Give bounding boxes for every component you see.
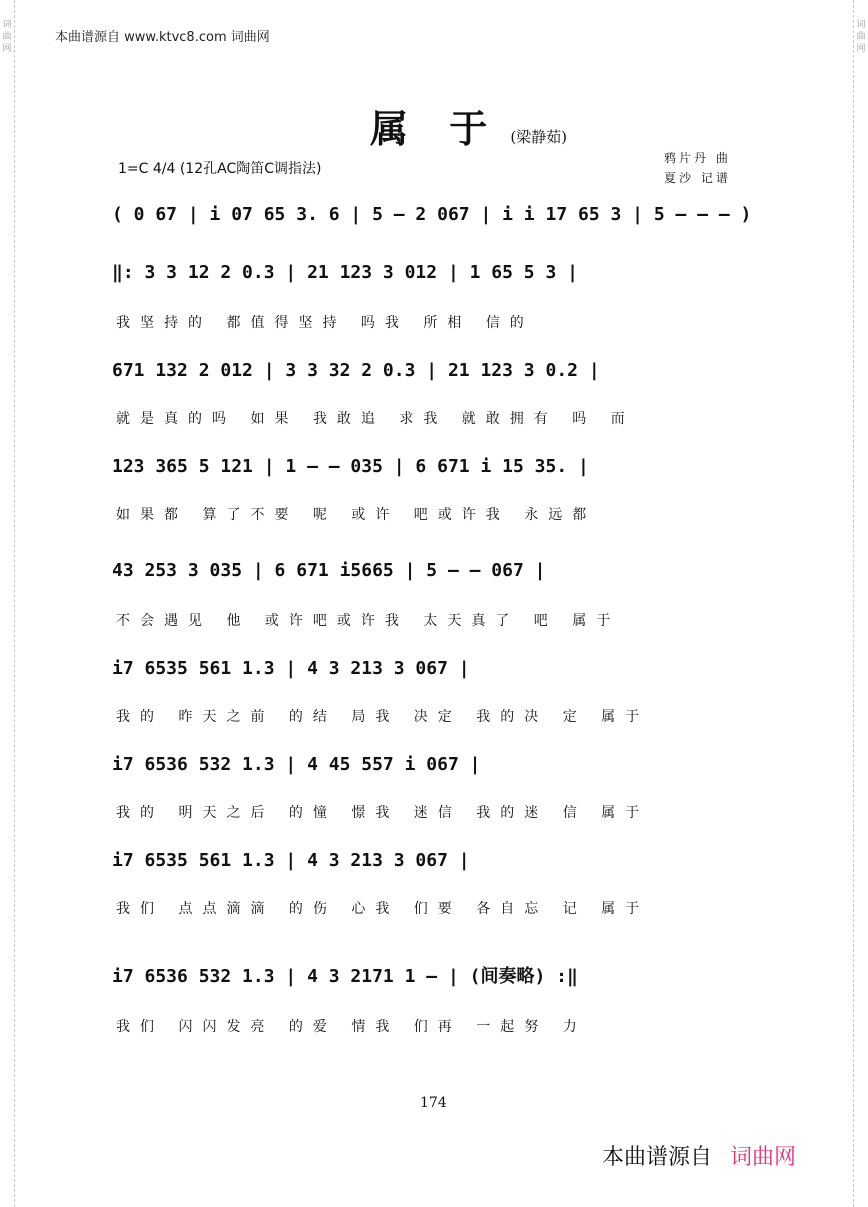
footer-brand: 词曲网 bbox=[730, 1145, 797, 1170]
lyric-line: 我们 闪闪发亮 的爱 情我 们再 一起努 力 bbox=[116, 1019, 587, 1035]
notation-row: i7 6536 532 1.3 | 4 3 2171 1 – | (间奏略) :‖ bbox=[112, 966, 578, 987]
key-signature: 1=C 4/4 (12孔AC陶笛C调指法) bbox=[118, 161, 322, 177]
lyric-line: 不会遇见 他 或许吧或许我 太天真了 吧 属于 bbox=[116, 613, 621, 629]
right-watermark bbox=[854, 20, 868, 56]
notation-row: ‖: 3 3 12 2 0.3 | 21 123 3 012 | 1 65 5 3 | bbox=[112, 262, 578, 283]
song-title: 属 于 bbox=[370, 106, 502, 151]
lyric-line: 就是真的吗 如果 我敢追 求我 就敢拥有 吗 而 bbox=[116, 411, 635, 427]
notation-row: 43 253 3 035 | 6 671 i5665 | 5 – – 067 | bbox=[112, 560, 546, 581]
wm-char: 网 bbox=[856, 44, 866, 54]
singer-name: (梁静茹) bbox=[510, 128, 568, 146]
page-number: 174 bbox=[420, 1095, 447, 1111]
notation-row: 123 365 5 121 | 1 – – 035 | 6 671 i 15 35. | bbox=[112, 456, 589, 477]
notation-row: i7 6536 532 1.3 | 4 45 557 i 067 | bbox=[112, 754, 481, 775]
notation-row: i7 6535 561 1.3 | 4 3 213 3 067 | bbox=[112, 850, 470, 871]
wm-char: 网 bbox=[2, 44, 12, 54]
left-watermark bbox=[0, 20, 14, 56]
notation-row: 671 132 2 012 | 3 3 32 2 0.3 | 21 123 3 0.2 | bbox=[112, 360, 600, 381]
source-header: 本曲谱源自 www.ktvc8.com 词曲网 bbox=[55, 30, 270, 45]
title-block bbox=[370, 98, 567, 153]
right-border-strip bbox=[853, 0, 868, 1207]
wm-char: 词 bbox=[856, 20, 866, 30]
credits bbox=[664, 148, 731, 188]
left-border-strip bbox=[0, 0, 15, 1207]
footer-text: 本曲谱源自 bbox=[602, 1145, 713, 1170]
composer-credit: 鸦片丹 曲 bbox=[664, 151, 731, 165]
wm-char: 词 bbox=[2, 20, 12, 30]
notation-row: ( 0 67 | i 07 65 3. 6 | 5 – 2 067 | i i 17 65 3 | 5 – – – ) bbox=[112, 204, 752, 225]
lyric-line: 我的 昨天之前 的结 局我 决定 我的决 定 属于 bbox=[116, 709, 650, 725]
transcriber-credit: 夏沙 记谱 bbox=[664, 171, 731, 185]
wm-char: 曲 bbox=[856, 32, 866, 42]
lyric-line: 我坚持的 都值得坚持 吗我 所相 信的 bbox=[116, 315, 534, 331]
lyric-line: 我们 点点滴滴 的伤 心我 们要 各自忘 记 属于 bbox=[116, 901, 650, 917]
lyric-line: 如果都 算了不要 呢 或许 吧或许我 永远都 bbox=[116, 507, 597, 523]
footer bbox=[602, 1140, 796, 1171]
wm-char: 曲 bbox=[2, 32, 12, 42]
notation-row: i7 6535 561 1.3 | 4 3 213 3 067 | bbox=[112, 658, 470, 679]
lyric-line: 我的 明天之后 的憧 憬我 迷信 我的迷 信 属于 bbox=[116, 805, 650, 821]
